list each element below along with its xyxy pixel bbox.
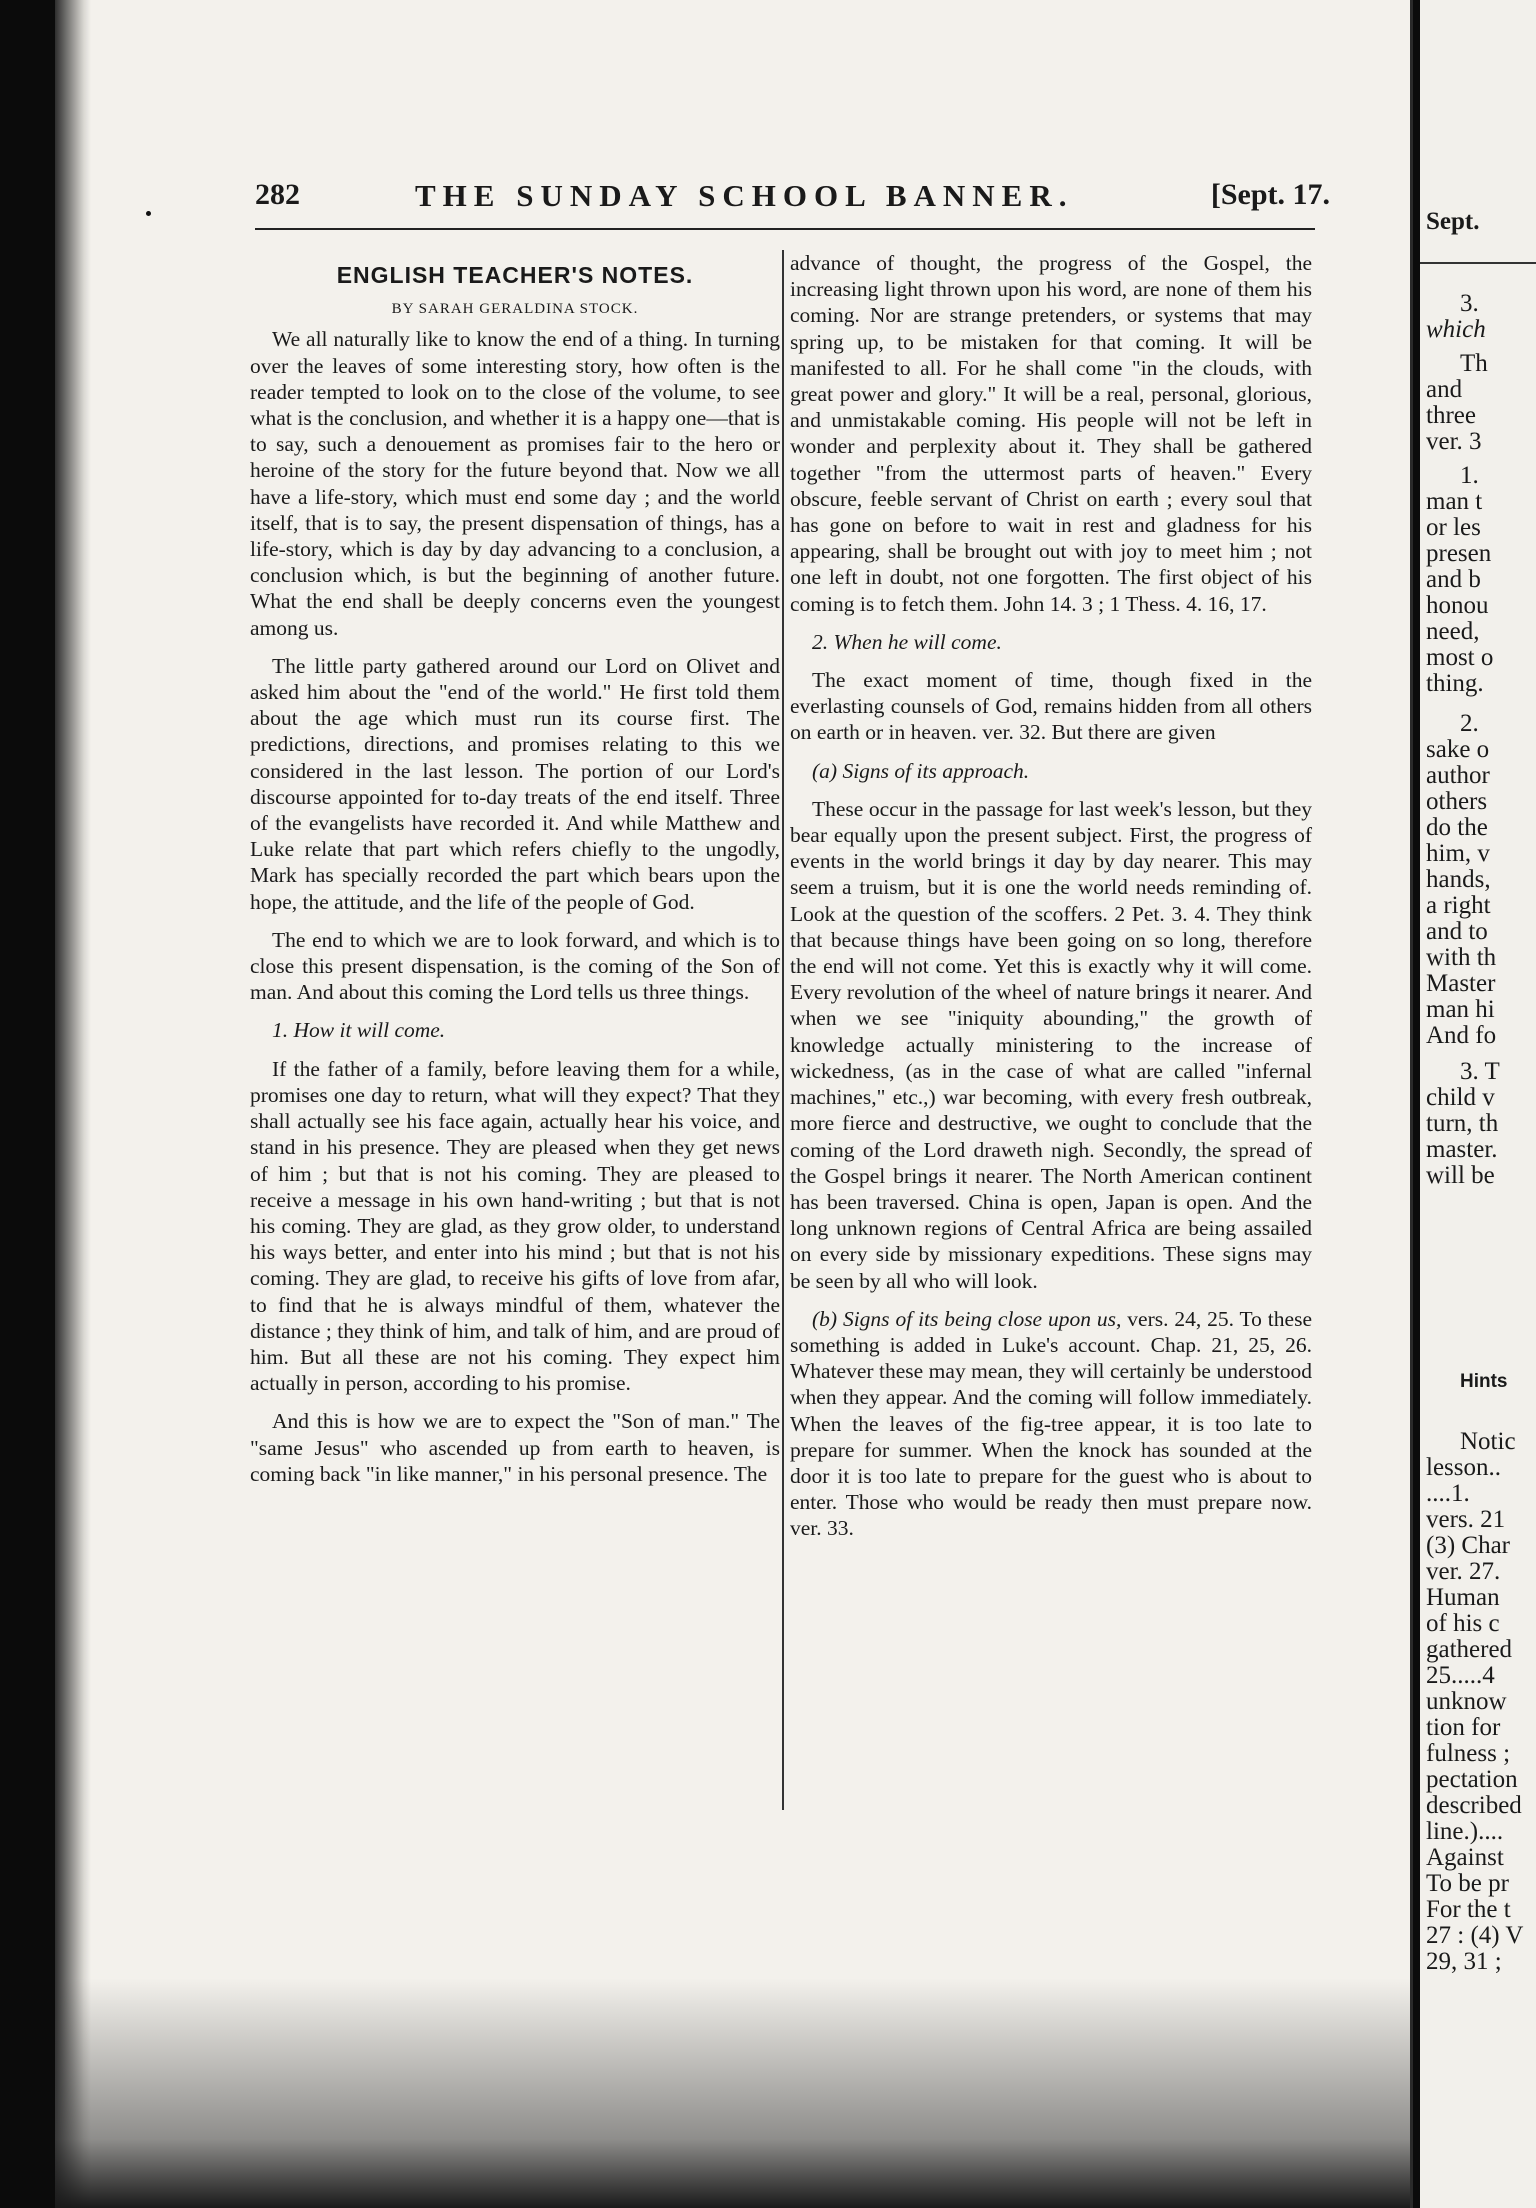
facing-line: with th	[1426, 944, 1497, 971]
page-number: 282	[255, 178, 300, 211]
paragraph: advance of thought, the progress of the Gospel, the increasing light thrown upon his word, are none of them his coming. Nor are strange pretenders, or systems that may spring up, to be mistaken for that coming. It will be manifested to all. For he shall come "in the clouds, with great power and glory." It will be a real, personal, glorious, and unmistakable coming. His people will not be left in wonder and perplexity about it. They shall be gathered together "from the uttermost parts of heaven." Every obscure, feeble servant of Christ on earth ; every soul that has gone on before to wait in rest and gladness for his appearing, shall be brought out with joy to meet him ; not one left in doubt, not one forgotten. The first object of his coming is to fetch them. John 14. 3 ; 1 Thess. 4. 16, 17.	[790, 251, 1312, 616]
facing-line: ver. 3	[1426, 428, 1482, 455]
facing-line: and b	[1426, 566, 1481, 593]
scan-speck	[146, 211, 151, 216]
paragraph: If the father of a family, before leaving them for a while, promises one day to return, what will they expect? That they shall actually see his face again, actually hear his voice, and stand in his presence. They are pleased when they get news of him ; but that is not his coming. They are pleased to receive a message in his own hand-writing ; but that is not his coming. They are glad, as they grow older, to understand his ways better, and enter into his mind ; but that is not his coming. They are glad, to receive his gifts of love from afar, to find that he is always mindful of them, whatever the distance ; they think of him, and talk of him, and are proud of him. But all these are not his coming. They expect him actually in person, according to his promise.	[250, 1056, 780, 1396]
facing-line: described	[1426, 1792, 1522, 1819]
facing-line: (3) Char	[1426, 1532, 1510, 1559]
page-bottom-shadow	[55, 1978, 1410, 2208]
facing-line: turn, th	[1426, 1110, 1499, 1137]
facing-line: need,	[1426, 618, 1480, 645]
facing-line: child v	[1426, 1084, 1495, 1111]
facing-line: vers. 21	[1426, 1506, 1506, 1533]
facing-line: To be pr	[1426, 1870, 1509, 1897]
facing-line: 3.	[1460, 290, 1479, 317]
facing-line: lesson..	[1426, 1454, 1501, 1481]
facing-line: tion for	[1426, 1714, 1501, 1741]
binding-shadow	[55, 0, 91, 2208]
facing-line: will be	[1426, 1162, 1495, 1189]
facing-line: hands,	[1426, 866, 1491, 893]
paragraph: And this is how we are to expect the "Son of man." The "same Jesus" who ascended up from earth to heaven, is coming back "in like manner," in his personal presence. The	[250, 1409, 780, 1486]
facing-line: Human	[1426, 1584, 1500, 1611]
subhead-how-it-will-come: 1. How it will come.	[272, 1018, 446, 1043]
page-header	[200, 178, 1330, 228]
running-title: THE SUNDAY SCHOOL BANNER.	[415, 178, 1074, 213]
left-column	[250, 250, 780, 1499]
facing-line: 25.....4	[1426, 1662, 1495, 1689]
facing-line: do the	[1426, 814, 1488, 841]
paragraph-signs-close	[790, 1306, 1312, 1542]
facing-line: which	[1426, 316, 1486, 343]
header-rule	[255, 228, 1315, 230]
paragraph: The little party gathered around our Lord on Olivet and asked him about the "end of the world." He first told them about the age which must run its course first. The predictions, directions, and promises relating to this we considered in the last lesson. The portion of our Lord's discourse appointed for to-day treats of the end itself. Three of the evangelists have recorded it. And while Matthew and Luke relate that part which refers chiefly to the ungodly, Mark has specially recorded the part which bears upon the hope, the attitude, and the life of the people of God.	[250, 653, 780, 914]
facing-header-rule	[1420, 262, 1536, 264]
facing-line: author	[1426, 762, 1490, 789]
facing-line: of his c	[1426, 1610, 1500, 1637]
facing-line: most o	[1426, 644, 1494, 671]
facing-line: honou	[1426, 592, 1489, 619]
paragraph: The exact moment of time, though fixed in the everlasting counsels of God, remains hidden from all others on earth or in heaven. ver. 32. But there are given	[790, 668, 1312, 745]
subhead-signs-close-ref: vers. 24, 25.	[1121, 1306, 1235, 1331]
facing-line: pectation	[1426, 1766, 1518, 1793]
paragraph: We all naturally like to know the end of a thing. In turning over the leaves of some interesting story, how often is the reader tempted to look on to the close of the volume, to see what is the conclusion, and whether it is a happy one—that is to say, such a denouement as promises fair to the hero or heroine of the story for the future beyond that. Now we all have a life-story, which must end some day ; and the world itself, that is to say, the present dispensation of things, has a life-story, which is day by day advancing to a conclusion, a conclusion which, is but the beginning of another future. What the end shall be deeply concerns even the youngest among us.	[250, 327, 780, 640]
article-title: ENGLISH TEACHER'S NOTES.	[336, 262, 694, 288]
facing-line: line.)....	[1426, 1818, 1504, 1845]
subhead-signs-of-approach: (a) Signs of its approach.	[812, 758, 1030, 783]
facing-line: man t	[1426, 488, 1483, 515]
facing-hints-heading: Hints	[1460, 1371, 1508, 1392]
facing-line: man hi	[1426, 996, 1495, 1023]
facing-header: Sept.	[1426, 208, 1480, 235]
facing-line: others	[1426, 788, 1488, 815]
article-byline: BY SARAH GERALDINA STOCK.	[391, 301, 639, 318]
facing-line: For the t	[1426, 1896, 1511, 1923]
facing-line: 2.	[1460, 710, 1479, 737]
facing-line: and	[1426, 376, 1463, 403]
paragraph: The end to which we are to look forward, and which is to close this present dispensation, is the coming of the Son of man. And about this coming the Lord tells us three things.	[250, 927, 780, 1005]
facing-line: presen	[1426, 540, 1492, 567]
facing-line: ver. 27.	[1426, 1558, 1501, 1585]
facing-line: 3. T	[1460, 1058, 1500, 1085]
facing-line: sake o	[1426, 736, 1490, 763]
facing-line: Notic	[1460, 1428, 1516, 1455]
facing-line: three	[1426, 402, 1476, 429]
facing-line: unknow	[1426, 1688, 1507, 1715]
facing-line: or les	[1426, 514, 1481, 541]
facing-line: gathered	[1426, 1636, 1513, 1663]
facing-line: a right	[1426, 892, 1491, 919]
facing-line: him, v	[1426, 840, 1490, 867]
facing-line: and to	[1426, 918, 1488, 945]
facing-line: thing.	[1426, 670, 1484, 697]
column-rule	[782, 250, 784, 1810]
facing-line: Master	[1426, 970, 1496, 997]
facing-line: 1.	[1460, 462, 1479, 489]
paragraph: These occur in the passage for last week's lesson, but they bear equally upon the present subject. First, the progress of events in the world brings it day by day nearer. This may seem a truism, but it is one the world needs reminding of. Look at the question of the scoffers. 2 Pet. 3. 4. They think that because things have been going on so long, therefore the end will not come. Yet this is exactly why it will come. Every revolution of the wheel of nature brings it nearer. And when we see "iniquity abounding," the growth of knowledge actually ministering to the increase of wickedness, (as in the case of what are called "infernal machines," etc.,) war becoming, with every fresh outbreak, more fierce and destructive, we ought to conclude that the coming of the Lord draweth nigh. Secondly, the spread of the Gospel brings it nearer. The North American continent has been traversed. China is open, Japan is open. And the long unknown regions of Central Africa are being assailed on every side by missionary expeditions. These signs may be seen by all who will look.	[790, 796, 1312, 1293]
facing-line: 29, 31 ;	[1426, 1948, 1502, 1975]
right-column	[790, 250, 1312, 1554]
paragraph-text: To these something is added in Luke's account. Chap. 21, 25, 26. Whatever these may mean, they will certainly be understood when they appear. And the coming will follow immediately. When the leaves of the fig-tree appear, it is too late to prepare for summer. When the knock has sounded at the door it is too late to prepare for the guest who is about to enter. Those who would be ready then must prepare now. ver. 33.	[790, 1306, 1312, 1541]
facing-line: 27 : (4) V	[1426, 1922, 1524, 1949]
facing-page-edge	[1420, 0, 1536, 2208]
facing-line: And fo	[1426, 1022, 1497, 1049]
subhead-when-he-will-come: 2. When he will come.	[812, 629, 1002, 654]
subhead-signs-close: (b) Signs of its being close upon us,	[812, 1306, 1122, 1331]
facing-line: fulness ;	[1426, 1740, 1511, 1767]
facing-line: Against	[1426, 1844, 1504, 1871]
facing-line: ....1.	[1426, 1480, 1470, 1507]
facing-line: Th	[1460, 350, 1488, 377]
header-date: [Sept. 17.	[1210, 178, 1330, 211]
facing-line: master.	[1426, 1136, 1498, 1163]
